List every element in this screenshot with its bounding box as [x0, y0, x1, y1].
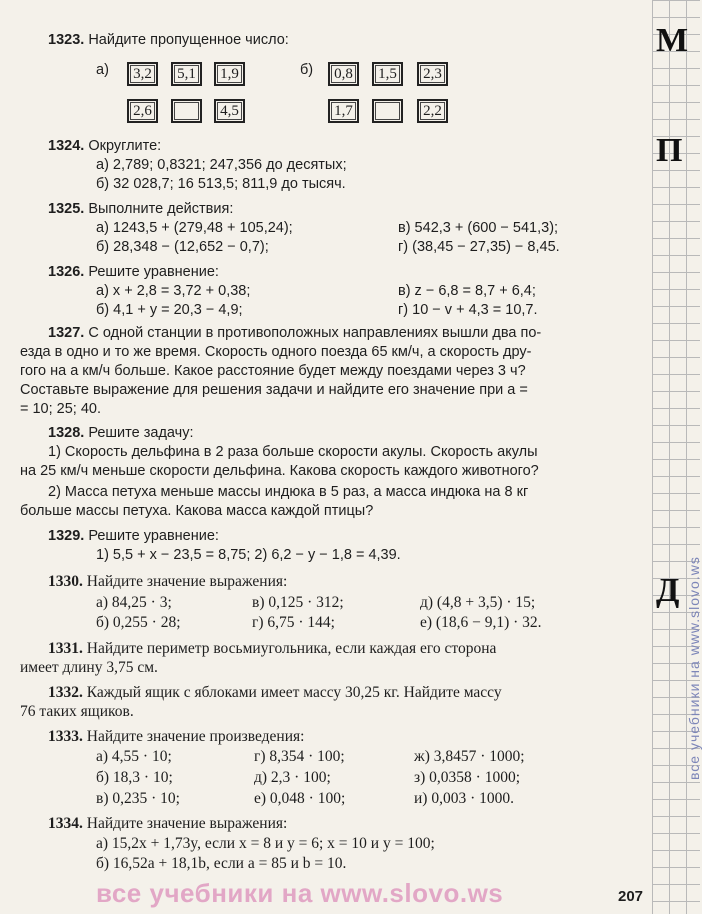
part-e: д) 2,3 · 100; — [254, 769, 331, 786]
part-c: в) 0,235 · 10; — [96, 790, 180, 807]
side-letter: П — [656, 132, 683, 169]
part-c: в) 0,125 · 312; — [252, 594, 344, 611]
problem-text: = 10; 25; 40. — [20, 401, 102, 417]
part-a: а) 1243,5 + (279,48 + 105,24); — [96, 220, 293, 236]
problem-text: Найдите значение произведения: — [86, 728, 305, 745]
part-b-label: б) — [300, 62, 314, 78]
problem-1325-heading — [48, 201, 233, 217]
part-f: е) 0,048 · 100; — [254, 790, 346, 807]
problem-number: 1331. — [48, 640, 83, 657]
problem-1323-heading — [48, 32, 289, 48]
problem-1324-heading — [48, 138, 161, 154]
problem-number: 1333. — [48, 728, 83, 745]
part-a: а) 4,55 · 10; — [96, 748, 172, 765]
part-b: б) 4,1 + y = 20,3 − 4,9; — [96, 302, 243, 318]
part-e: д) (4,8 + 3,5) · 15; — [420, 594, 536, 611]
problem-1327-line — [48, 325, 541, 341]
number-box: 4,5 — [214, 99, 245, 123]
side-letter: М — [656, 22, 689, 59]
problem-text: Выполните действия: — [88, 201, 234, 217]
problem-1326-heading — [48, 264, 219, 280]
part-a: а) 2,789; 0,8321; 247,356 до десятых; — [96, 157, 347, 173]
problem-1334-heading — [48, 816, 287, 832]
problem-number: 1323. — [48, 32, 85, 48]
part-b: б) 28,348 − (12,652 − 0,7); — [96, 239, 269, 255]
part-g: ж) 3,8457 · 1000; — [414, 748, 525, 765]
part-d: г) 8,354 · 100; — [254, 748, 345, 765]
part-f: е) (18,6 − 9,1) · 32. — [420, 614, 542, 631]
number-box: 1,9 — [214, 62, 245, 86]
problem-text: 1) Скорость дельфина в 2 раза больше скорости акулы. Скорость акулы — [48, 444, 538, 460]
number-box: 0,8 — [328, 62, 359, 86]
problem-number: 1330. — [48, 573, 83, 590]
number-box: 3,2 — [127, 62, 158, 86]
problem-number: 1334. — [48, 815, 83, 832]
problem-text: 1) 5,5 + x − 23,5 = 8,75; 2) 6,2 − y − 1,8 = 4,39. — [96, 547, 401, 563]
part-b: б) 0,255 · 28; — [96, 614, 181, 631]
problem-text: Решите задачу: — [88, 425, 194, 441]
problem-number: 1327. — [48, 325, 85, 341]
problem-1328-heading — [48, 425, 193, 441]
problem-text: имеет длину 3,75 см. — [20, 659, 158, 676]
part-d: г) 10 − v + 4,3 = 10,7. — [398, 302, 538, 318]
part-c: в) 542,3 + (600 − 541,3); — [398, 220, 559, 236]
problem-number: 1324. — [48, 138, 85, 154]
problem-1333-heading — [48, 729, 304, 745]
problem-number: 1328. — [48, 425, 85, 441]
part-a-label: а) — [96, 62, 109, 78]
problem-text: больше массы петуха. Какова масса каждой птицы? — [20, 503, 374, 519]
part-d: г) (38,45 − 27,35) − 8,45. — [398, 239, 560, 255]
problem-text: Округлите: — [88, 138, 162, 154]
number-box: 2,2 — [417, 99, 448, 123]
empty-box — [171, 99, 202, 123]
problem-text: 76 таких ящиков. — [20, 703, 134, 720]
problem-text: Решите уравнение: — [88, 528, 219, 544]
problem-text: Каждый ящик с яблоками имеет массу 30,25 кг. Найдите массу — [86, 684, 502, 701]
problem-text: Составьте выражение для решения задачи и найдите его значение при a = — [20, 382, 528, 398]
problem-text: Найдите периметр восьмиугольника, если каждая его сторона — [86, 640, 497, 657]
problem-text: езда в одно и то же время. Скорость одного поезда 65 км/ч, а скорость дру- — [20, 344, 532, 360]
page-number: 207 — [618, 888, 644, 905]
side-watermark: все учебники на www.slovo.ws — [686, 556, 702, 780]
part-a: а) 15,2x + 1,73y, если x = 8 и y = 6; x = 10 и y = 100; — [96, 835, 435, 852]
part-c: в) z − 6,8 = 8,7 + 6,4; — [398, 283, 536, 299]
problem-1332-line — [48, 685, 502, 701]
problem-text: на 25 км/ч меньше скорости дельфина. Какова скорость каждого животного? — [20, 463, 539, 479]
part-b: б) 32 028,7; 16 513,5; 811,9 до тысяч. — [96, 176, 346, 192]
part-d: г) 6,75 · 144; — [252, 614, 335, 631]
problem-1331-line — [48, 641, 496, 657]
empty-box — [372, 99, 403, 123]
number-box: 5,1 — [171, 62, 202, 86]
problem-number: 1332. — [48, 684, 83, 701]
part-a: а) x + 2,8 = 3,72 + 0,38; — [96, 283, 251, 299]
number-box: 1,5 — [372, 62, 403, 86]
problem-text: гого на a км/ч больше. Какое расстояние будет между поездами через 3 ч? — [20, 363, 526, 379]
part-b: б) 18,3 · 10; — [96, 769, 173, 786]
part-h: з) 0,0358 · 1000; — [414, 769, 521, 786]
part-b: б) 16,52a + 18,1b, если a = 85 и b = 10. — [96, 855, 347, 872]
problem-number: 1326. — [48, 264, 85, 280]
part-i: и) 0,003 · 1000. — [414, 790, 514, 807]
side-letter: Д — [656, 572, 680, 609]
number-box: 1,7 — [328, 99, 359, 123]
problem-text: Решите уравнение: — [88, 264, 219, 280]
problem-text: 2) Масса петуха меньше массы индюка в 5 раз, а масса индюка на 8 кг — [48, 484, 529, 500]
problem-1330-heading — [48, 574, 287, 590]
number-box: 2,6 — [127, 99, 158, 123]
problem-number: 1325. — [48, 201, 85, 217]
problem-text: Найдите значение выражения: — [86, 573, 288, 590]
footer-watermark: все учебники на www.slovo.ws — [96, 878, 504, 908]
problem-number: 1329. — [48, 528, 85, 544]
problem-text: Найдите пропущенное число: — [88, 32, 289, 48]
part-a: а) 84,25 · 3; — [96, 594, 172, 611]
problem-1329-heading — [48, 528, 219, 544]
problem-text: С одной станции в противоположных направлениях вышли два по- — [88, 325, 542, 341]
problem-text: Найдите значение выражения: — [86, 815, 288, 832]
number-box: 2,3 — [417, 62, 448, 86]
